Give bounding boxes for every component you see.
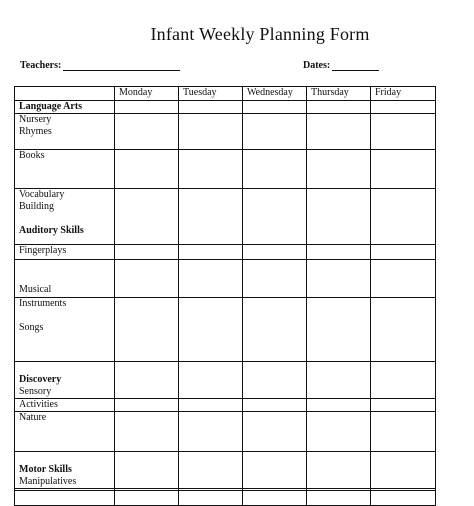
- plan-cell-3[interactable]: [243, 245, 307, 260]
- plan-cell-3[interactable]: [243, 452, 307, 491]
- row-label-cell: [15, 298, 115, 362]
- section-heading: Language Arts: [19, 101, 83, 112]
- activity-label: Vocabulary: [19, 189, 65, 200]
- activity-label: Manipulatives: [19, 476, 77, 487]
- teachers-field[interactable]: [20, 60, 180, 71]
- plan-cell-4[interactable]: [307, 362, 371, 399]
- table-row: [15, 362, 436, 399]
- row-label-cell: [15, 114, 115, 150]
- activity-label: Rhymes: [19, 126, 52, 137]
- activity-label: [19, 452, 114, 464]
- plan-cell-1[interactable]: [115, 245, 179, 260]
- table-row: [15, 452, 436, 491]
- table-row: [15, 114, 436, 150]
- plan-cell-5[interactable]: [371, 114, 436, 150]
- plan-cell-3[interactable]: [243, 260, 307, 298]
- activity-label: Fingerplays: [19, 245, 67, 256]
- dates-field[interactable]: [303, 60, 379, 71]
- table-row: [15, 189, 436, 245]
- plan-cell-5[interactable]: [371, 245, 436, 260]
- row-label-cell: [15, 412, 115, 452]
- plan-cell-3[interactable]: [243, 114, 307, 150]
- plan-cell-2[interactable]: [179, 114, 243, 150]
- day-header: Monday: [115, 87, 179, 101]
- bottom-rule: [14, 488, 435, 489]
- activity-label: [19, 260, 114, 272]
- plan-cell-4[interactable]: [307, 452, 371, 491]
- row-label-cell: [15, 452, 115, 491]
- plan-cell-2[interactable]: [179, 452, 243, 491]
- section-heading: Auditory Skills: [19, 225, 84, 236]
- activity-label: Books: [19, 150, 45, 161]
- plan-cell-1[interactable]: [115, 189, 179, 245]
- plan-cell-4[interactable]: [307, 150, 371, 189]
- plan-cell-4[interactable]: [307, 412, 371, 452]
- plan-cell-2[interactable]: [179, 245, 243, 260]
- table-row: [15, 399, 436, 412]
- day-header: Friday: [371, 87, 436, 101]
- table-row: [15, 150, 436, 189]
- corner-cell: [15, 87, 115, 101]
- activity-label: [19, 362, 114, 374]
- activity-label: [19, 310, 114, 322]
- plan-cell-5[interactable]: [371, 298, 436, 362]
- plan-cell-2[interactable]: [179, 399, 243, 412]
- row-label-cell: [15, 362, 115, 399]
- row-label-cell: [15, 399, 115, 412]
- plan-cell-2[interactable]: [179, 412, 243, 452]
- plan-cell-1[interactable]: [115, 298, 179, 362]
- plan-cell-3[interactable]: [243, 362, 307, 399]
- header-row: [15, 87, 436, 101]
- table-row: [15, 245, 436, 260]
- teachers-label: Teachers:: [20, 60, 62, 71]
- plan-cell-4[interactable]: [307, 298, 371, 362]
- table-row: [15, 298, 436, 362]
- plan-cell-3[interactable]: [243, 101, 307, 114]
- plan-cell-1[interactable]: [115, 399, 179, 412]
- activity-label: Musical: [19, 284, 52, 295]
- plan-cell-1[interactable]: [115, 114, 179, 150]
- activity-label: Instruments: [19, 298, 67, 309]
- activity-label: Nature: [19, 412, 47, 423]
- activity-label: Nursery: [19, 114, 52, 125]
- row-label-cell: [15, 189, 115, 245]
- row-label-cell: [15, 150, 115, 189]
- day-header: Tuesday: [179, 87, 243, 101]
- plan-cell-4[interactable]: [307, 399, 371, 412]
- plan-cell-1[interactable]: [115, 452, 179, 491]
- plan-cell-2[interactable]: [179, 150, 243, 189]
- row-label-cell: [15, 245, 115, 260]
- section-heading: Motor Skills: [19, 464, 72, 475]
- dates-blank-line[interactable]: [332, 61, 379, 71]
- plan-cell-3[interactable]: [243, 189, 307, 245]
- day-header: Wednesday: [243, 87, 307, 101]
- teachers-blank-line[interactable]: [63, 61, 180, 71]
- form-title: Infant Weekly Planning Form: [150, 24, 370, 44]
- activity-label: Building: [19, 201, 55, 212]
- activity-label: Songs: [19, 322, 44, 333]
- plan-cell-4[interactable]: [307, 260, 371, 298]
- plan-cell-2[interactable]: [179, 362, 243, 399]
- plan-cell-1[interactable]: [115, 101, 179, 114]
- plan-cell-3[interactable]: [243, 150, 307, 189]
- plan-cell-2[interactable]: [179, 260, 243, 298]
- plan-cell-1[interactable]: [115, 150, 179, 189]
- plan-cell-3[interactable]: [243, 298, 307, 362]
- plan-cell-5[interactable]: [371, 399, 436, 412]
- day-header: Thursday: [307, 87, 371, 101]
- plan-cell-2[interactable]: [179, 101, 243, 114]
- plan-cell-5[interactable]: [371, 189, 436, 245]
- planning-table: [14, 86, 436, 506]
- plan-cell-5[interactable]: [371, 260, 436, 298]
- activity-label: Sensory: [19, 386, 52, 397]
- plan-cell-4[interactable]: [307, 114, 371, 150]
- activity-label: Activities: [19, 399, 58, 410]
- plan-cell-4[interactable]: [307, 189, 371, 245]
- plan-cell-1[interactable]: [115, 260, 179, 298]
- plan-cell-2[interactable]: [179, 189, 243, 245]
- plan-cell-5[interactable]: [371, 150, 436, 189]
- plan-cell-2[interactable]: [179, 298, 243, 362]
- plan-cell-5[interactable]: [371, 412, 436, 452]
- table-row: [15, 260, 436, 298]
- plan-cell-4[interactable]: [307, 245, 371, 260]
- row-label-cell: [15, 260, 115, 298]
- plan-cell-5[interactable]: [371, 452, 436, 491]
- table-row: [15, 101, 436, 114]
- activity-label: [19, 213, 114, 225]
- plan-cell-5[interactable]: [371, 362, 436, 399]
- row-label-cell: [15, 101, 115, 114]
- plan-cell-4[interactable]: [307, 101, 371, 114]
- plan-cell-5[interactable]: [371, 101, 436, 114]
- section-heading: Discovery: [19, 374, 62, 385]
- table-row: [15, 412, 436, 452]
- dates-label: Dates:: [303, 60, 331, 71]
- plan-cell-3[interactable]: [243, 412, 307, 452]
- plan-cell-1[interactable]: [115, 412, 179, 452]
- plan-cell-1[interactable]: [115, 362, 179, 399]
- plan-cell-3[interactable]: [243, 399, 307, 412]
- activity-label: [19, 272, 114, 284]
